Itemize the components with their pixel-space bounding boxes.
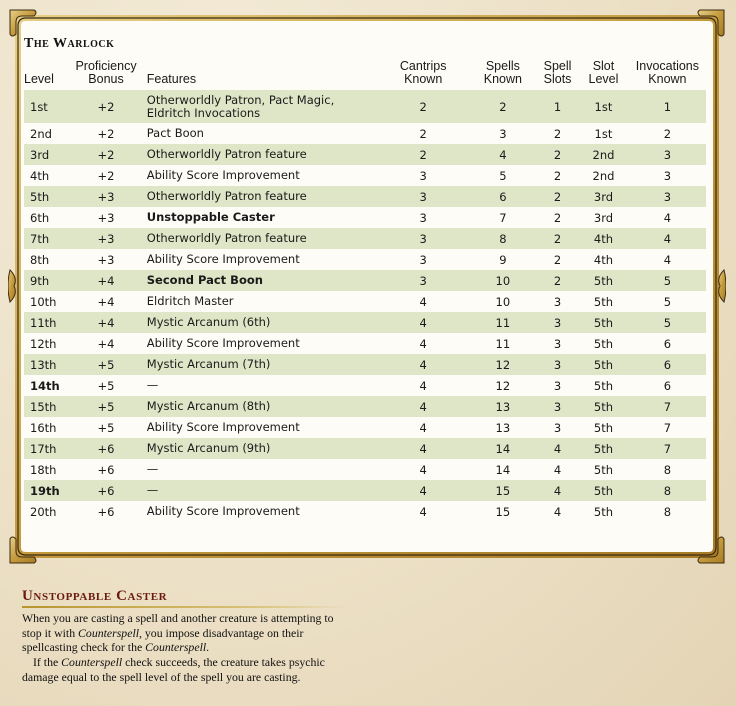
cell-level: 10th (30, 294, 57, 309)
cell-spell-slots: 3 (553, 420, 562, 435)
table-row (24, 144, 706, 165)
cell-cantrips: 3 (378, 228, 469, 249)
table-row (24, 123, 706, 144)
header-proficiency: Proficiency Bonus (75, 59, 137, 86)
cell-proficiency: +5 (97, 420, 115, 435)
table-row (24, 480, 706, 501)
header-cantrips: Cantrips Known (399, 59, 447, 86)
cell-proficiency: +3 (97, 210, 115, 225)
cell-level: 7th (24, 228, 71, 249)
cell-spells-known: 9 (499, 252, 507, 267)
cell-proficiency: +2 (71, 90, 140, 123)
table-row (24, 333, 706, 354)
cell-cantrips: 4 (419, 420, 427, 435)
cell-cantrips: 4 (378, 354, 469, 375)
cell-invocations: 4 (663, 210, 672, 225)
cell-spell-slots: 1 (537, 90, 578, 123)
table-row (24, 417, 706, 438)
cell-cantrips: 4 (419, 504, 427, 519)
cell-spells-known: 5 (499, 168, 507, 183)
cell-level: 9th (24, 270, 71, 291)
header-spell-slots: Spell Slots (543, 59, 572, 86)
cell-level: 16th (30, 420, 57, 435)
header-invocations: Invocations Known (635, 59, 700, 86)
cell-slot-level: 5th (593, 294, 614, 309)
cell-proficiency: +2 (97, 126, 115, 141)
cell-slot-level: 5th (578, 312, 629, 333)
cell-cantrips: 4 (378, 312, 469, 333)
cell-cantrips: 4 (419, 378, 427, 393)
cell-slot-level: 4th (578, 228, 629, 249)
cell-features: Pact Boon (146, 126, 204, 140)
cell-slot-level: 5th (593, 462, 614, 477)
cell-spells-known: 12 (495, 378, 511, 393)
cell-invocations: 6 (663, 378, 672, 393)
cell-proficiency: +6 (71, 480, 140, 501)
cell-spell-slots: 4 (553, 462, 562, 477)
cell-proficiency: +4 (97, 336, 115, 351)
cell-invocations: 8 (663, 462, 672, 477)
cell-features: Mystic Arcanum (7th) (141, 354, 378, 375)
cell-features: — (141, 480, 378, 501)
cell-features: Mystic Arcanum (6th) (141, 312, 378, 333)
cell-spells-known: 10 (469, 270, 537, 291)
cell-level: 20th (30, 504, 57, 519)
cell-cantrips: 3 (378, 270, 469, 291)
cell-invocations: 4 (629, 228, 706, 249)
cell-level: 1st (24, 90, 71, 123)
cell-cantrips: 3 (419, 168, 427, 183)
table-row (24, 165, 706, 186)
section-underline (22, 606, 347, 608)
cell-spell-slots: 4 (553, 504, 562, 519)
table-row (24, 459, 706, 480)
cell-slot-level: 2nd (592, 168, 615, 183)
cell-invocations: 2 (663, 126, 672, 141)
cell-features: Mystic Arcanum (8th) (141, 396, 378, 417)
section-title: Unstoppable Caster (22, 588, 168, 604)
cell-slot-level: 5th (578, 354, 629, 375)
cell-spells-known: 3 (499, 126, 507, 141)
cell-proficiency: +5 (97, 378, 115, 393)
cell-proficiency: +4 (71, 312, 140, 333)
table-row (24, 438, 706, 459)
table-row (24, 291, 706, 312)
cell-features: Ability Score Improvement (146, 420, 300, 434)
cell-cantrips: 4 (378, 396, 469, 417)
cell-level: 5th (24, 186, 71, 207)
cell-level: 12th (30, 336, 57, 351)
cell-spell-slots: 4 (537, 480, 578, 501)
cell-level: 4th (30, 168, 50, 183)
cell-proficiency: +5 (71, 396, 140, 417)
cell-level: 8th (30, 252, 50, 267)
cell-cantrips: 3 (378, 186, 469, 207)
cell-cantrips: 2 (419, 126, 427, 141)
cell-cantrips: 2 (378, 90, 469, 123)
cell-level: 6th (30, 210, 50, 225)
cell-features: Ability Score Improvement (146, 336, 300, 350)
cell-spells-known: 13 (469, 396, 537, 417)
cell-slot-level: 5th (593, 336, 614, 351)
cell-proficiency: +4 (71, 270, 140, 291)
cell-slot-level: 4th (593, 252, 614, 267)
cell-slot-level: 1st (578, 90, 629, 123)
cell-level: 19th (24, 480, 71, 501)
cell-spell-slots: 3 (537, 312, 578, 333)
cell-spells-known: 8 (469, 228, 537, 249)
cell-spell-slots: 2 (537, 186, 578, 207)
cell-features: Unstoppable Caster (146, 210, 275, 224)
cell-slot-level: 5th (578, 438, 629, 459)
cell-spell-slots: 3 (537, 354, 578, 375)
cell-invocations: 5 (629, 312, 706, 333)
cell-spell-slots: 2 (537, 228, 578, 249)
cell-features: Ability Score Improvement (146, 252, 300, 266)
cell-level: 3rd (24, 144, 71, 165)
cell-invocations: 5 (629, 270, 706, 291)
cell-spell-slots: 4 (537, 438, 578, 459)
cell-slot-level: 5th (593, 420, 614, 435)
cell-slot-level: 3rd (578, 186, 629, 207)
table-row (24, 186, 706, 207)
cell-spells-known: 15 (495, 504, 511, 519)
cell-invocations: 8 (663, 504, 672, 519)
cell-features: Otherworldly Patron, Pact Magic, Eldritch Invocations (141, 90, 378, 123)
cell-spells-known: 13 (495, 420, 511, 435)
cell-proficiency: +4 (97, 294, 115, 309)
cell-invocations: 7 (629, 438, 706, 459)
cell-features: Otherworldly Patron feature (141, 144, 378, 165)
cell-invocations: 4 (663, 252, 672, 267)
cell-invocations: 6 (663, 336, 672, 351)
cell-spell-slots: 2 (537, 270, 578, 291)
table-row (24, 354, 706, 375)
cell-slot-level: 5th (578, 480, 629, 501)
cell-features: Otherworldly Patron feature (141, 228, 378, 249)
cell-spell-slots: 2 (553, 210, 562, 225)
section-paragraph-1: When you are casting a spell and another creature is attempting to stop it with Counterspell, you impose disadvantage on their spellcasting check for the Counterspell. (22, 611, 334, 654)
cell-level: 15th (24, 396, 71, 417)
cell-spells-known: 6 (469, 186, 537, 207)
table-row (24, 249, 706, 270)
cell-slot-level: 5th (578, 270, 629, 291)
cell-level: 18th (30, 462, 57, 477)
cell-slot-level: 3rd (593, 210, 614, 225)
cell-spell-slots: 2 (553, 168, 562, 183)
cell-features: Second Pact Boon (141, 270, 378, 291)
cell-invocations: 3 (629, 144, 706, 165)
header-features: Features (146, 72, 197, 86)
cell-slot-level: 5th (578, 396, 629, 417)
cell-features: Otherworldly Patron feature (141, 186, 378, 207)
cell-invocations: 3 (629, 186, 706, 207)
table-row (24, 396, 706, 417)
cell-proficiency: +5 (71, 354, 140, 375)
cell-spells-known: 11 (495, 336, 511, 351)
cell-slot-level: 2nd (578, 144, 629, 165)
cell-slot-level: 5th (593, 504, 614, 519)
cell-proficiency: +6 (97, 504, 115, 519)
cell-level: 14th (30, 378, 60, 393)
cell-proficiency: +6 (71, 438, 140, 459)
cell-invocations: 1 (629, 90, 706, 123)
cell-spells-known: 12 (469, 354, 537, 375)
cell-level: 13th (24, 354, 71, 375)
table-row (24, 207, 706, 228)
cell-slot-level: 5th (593, 378, 614, 393)
cell-cantrips: 4 (419, 336, 427, 351)
cell-cantrips: 3 (419, 210, 427, 225)
cell-invocations: 5 (663, 294, 672, 309)
cell-cantrips: 4 (419, 294, 427, 309)
cell-features: — (146, 378, 159, 392)
cell-features: Mystic Arcanum (9th) (141, 438, 378, 459)
cell-level: 2nd (30, 126, 52, 141)
cell-features: Eldritch Master (146, 294, 234, 308)
cell-spells-known: 10 (495, 294, 511, 309)
table-row (24, 312, 706, 333)
cell-proficiency: +3 (71, 186, 140, 207)
cell-spells-known: 15 (469, 480, 537, 501)
table-row (24, 90, 706, 123)
cell-cantrips: 4 (378, 438, 469, 459)
table-row (24, 270, 706, 291)
header-level: Level (24, 72, 54, 86)
cell-invocations: 7 (629, 396, 706, 417)
cell-spell-slots: 2 (537, 144, 578, 165)
cell-spell-slots: 3 (553, 336, 562, 351)
header-spells-known: Spells Known (483, 59, 522, 86)
cell-cantrips: 3 (419, 252, 427, 267)
cell-spell-slots: 3 (553, 294, 562, 309)
table-row (24, 228, 706, 249)
cell-cantrips: 4 (378, 480, 469, 501)
cell-spell-slots: 3 (537, 396, 578, 417)
table-row (24, 375, 706, 396)
cell-invocations: 3 (663, 168, 672, 183)
cell-spells-known: 4 (469, 144, 537, 165)
cell-cantrips: 4 (419, 462, 427, 477)
header-slot-level: Slot Level (588, 59, 619, 86)
cell-proficiency: +2 (97, 168, 115, 183)
table-title: The Warlock (24, 36, 115, 51)
table-row (24, 501, 706, 522)
cell-spell-slots: 2 (553, 252, 562, 267)
cell-proficiency: +3 (71, 228, 140, 249)
cell-spells-known: 14 (469, 438, 537, 459)
cell-invocations: 8 (629, 480, 706, 501)
cell-spell-slots: 2 (553, 126, 562, 141)
cell-slot-level: 1st (594, 126, 613, 141)
cell-invocations: 7 (663, 420, 672, 435)
cell-spells-known: 2 (469, 90, 537, 123)
cell-spells-known: 11 (469, 312, 537, 333)
table-header-row (24, 60, 706, 90)
warlock-table (24, 60, 706, 522)
cell-spell-slots: 3 (553, 378, 562, 393)
cell-cantrips: 2 (378, 144, 469, 165)
cell-proficiency: +2 (71, 144, 140, 165)
cell-level: 17th (24, 438, 71, 459)
cell-proficiency: +3 (97, 252, 115, 267)
cell-spells-known: 7 (499, 210, 507, 225)
cell-features: — (146, 462, 159, 476)
cell-features: Ability Score Improvement (146, 168, 300, 182)
cell-proficiency: +6 (97, 462, 115, 477)
section-paragraph-2: If the Counterspell check succeeds, the creature takes psychic damage equal to the spell level of the spell you are casting. (22, 655, 325, 684)
cell-level: 11th (24, 312, 71, 333)
cell-invocations: 6 (629, 354, 706, 375)
cell-spells-known: 14 (495, 462, 511, 477)
cell-features: Ability Score Improvement (146, 504, 300, 518)
